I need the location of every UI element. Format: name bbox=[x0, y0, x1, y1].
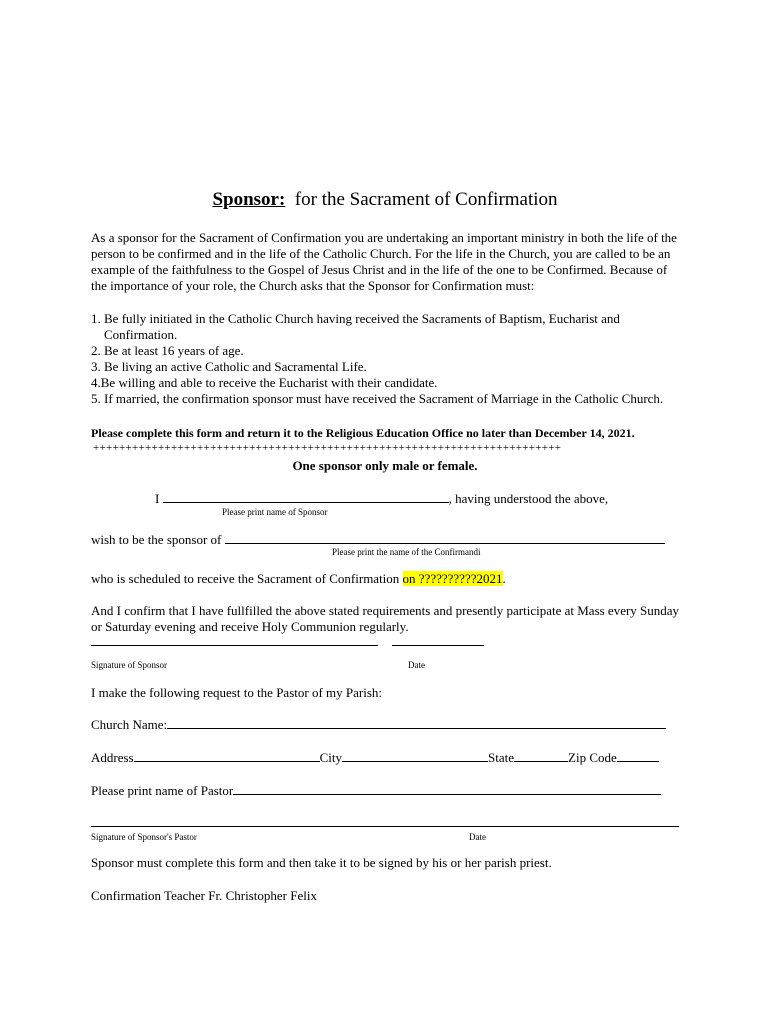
zip-field[interactable] bbox=[617, 749, 659, 762]
sponsor-date-field[interactable] bbox=[392, 645, 484, 646]
pastor-signature-caption: Signature of Sponsor's Pastor bbox=[91, 832, 197, 842]
city-field[interactable] bbox=[342, 749, 488, 762]
pastor-name-field[interactable] bbox=[233, 782, 661, 795]
title-lead: Sponsor: bbox=[212, 189, 286, 210]
list-item-number: 2. bbox=[91, 343, 101, 358]
intro-paragraph: As a sponsor for the Sacrament of Confirmation you are undertaking an important ministry in both the life of the person to be confirmed and in the life of the Catholic Church. For the life in the Church, you are called to be an example of the faithfulness to the Gospel of Jesus Christ and in the life of the one to be Confirmed. Because of the importance of your role, the Church asks that the Sponsor for Confirmation must: bbox=[91, 230, 677, 293]
list-item-number: 3. bbox=[91, 359, 101, 374]
sponsor-name-field[interactable] bbox=[163, 490, 449, 503]
confirmandi-caption: Please print the name of the Confirmandi bbox=[332, 547, 481, 557]
list-item bbox=[91, 391, 681, 407]
address-field[interactable] bbox=[134, 749, 320, 762]
pastor-signature-field[interactable] bbox=[91, 826, 679, 827]
address-label: Address bbox=[91, 750, 134, 765]
sponsor-signature-caption: Signature of Sponsor bbox=[91, 660, 167, 670]
list-item-text: Be living an active Catholic and Sacramental Life. bbox=[104, 359, 367, 374]
schedule-row bbox=[91, 571, 506, 587]
title-rest: for the Sacrament of Confirmation bbox=[294, 189, 558, 210]
sponsor-name-caption: Please print name of Sponsor bbox=[222, 507, 328, 517]
sponsor-prefix: I bbox=[155, 491, 160, 506]
list-item bbox=[91, 359, 681, 375]
page-title bbox=[0, 189, 770, 211]
schedule-suffix: . bbox=[502, 571, 506, 586]
church-name-field[interactable] bbox=[167, 716, 666, 729]
city-label: City bbox=[319, 750, 343, 765]
instruction-line: Sponsor must complete this form and then take it to be signed by his or her parish priest. bbox=[91, 855, 552, 870]
sponsor-date-caption: Date bbox=[408, 660, 425, 670]
deadline-notice: Please complete this form and return it to the Religious Education Office no later than December 14, 2021. bbox=[91, 426, 635, 440]
zip-label: Zip Code bbox=[568, 750, 617, 765]
confirm-statement: And I confirm that I have fullfilled the above stated requirements and presently participate at Mass every Sunday or Saturday evening and receive Holy Communion regularly. bbox=[91, 603, 680, 634]
list-item bbox=[91, 311, 681, 343]
schedule-prefix: who is scheduled to receive the Sacrament of Confirmation bbox=[91, 571, 400, 586]
list-item bbox=[91, 343, 681, 359]
sponsor-suffix: , having understood the above, bbox=[448, 491, 609, 506]
pastor-name-row bbox=[91, 782, 661, 799]
separator-line: ++++++++++++++++++++++++++++++++++++++++++++++++++++++++++++++++++++++++ bbox=[93, 442, 562, 454]
confirmandi-name-field[interactable] bbox=[225, 531, 665, 544]
state-label: State bbox=[488, 750, 515, 765]
teacher-line: Confirmation Teacher Fr. Christopher Felix bbox=[91, 888, 317, 903]
church-name-label: Church Name: bbox=[91, 717, 168, 732]
one-sponsor-note: One sponsor only male or female. bbox=[292, 458, 478, 473]
state-field[interactable] bbox=[514, 749, 568, 762]
address-row bbox=[91, 749, 659, 766]
list-item-text: Be fully initiated in the Catholic Church having received the Sacraments of Baptism, Eucharist and Confirmation. bbox=[104, 311, 620, 342]
confirmandi-row bbox=[91, 531, 665, 548]
pastor-date-caption: Date bbox=[469, 832, 486, 842]
list-item-number: 5. bbox=[91, 391, 101, 406]
requirements-list bbox=[91, 311, 681, 407]
list-item bbox=[91, 375, 681, 391]
list-item-number: 1. bbox=[91, 311, 101, 326]
confirmandi-prefix: wish to be the sponsor of bbox=[91, 532, 222, 547]
church-name-row bbox=[91, 716, 666, 733]
schedule-date-highlight: on ??????????2021 bbox=[402, 571, 503, 586]
sponsor-signature-field[interactable] bbox=[91, 645, 378, 646]
list-item-text: Be at least 16 years of age. bbox=[104, 343, 244, 358]
list-item-text: Be willing and able to receive the Eucharist with their candidate. bbox=[100, 375, 438, 390]
pastor-name-label: Please print name of Pastor bbox=[91, 783, 234, 798]
list-item-number: 4. bbox=[91, 375, 101, 390]
request-line: I make the following request to the Pastor of my Parish: bbox=[91, 685, 383, 700]
list-item-text: If married, the confirmation sponsor must have received the Sacrament of Marriage in the Catholic Church. bbox=[104, 391, 664, 406]
sponsor-name-row bbox=[155, 490, 608, 507]
